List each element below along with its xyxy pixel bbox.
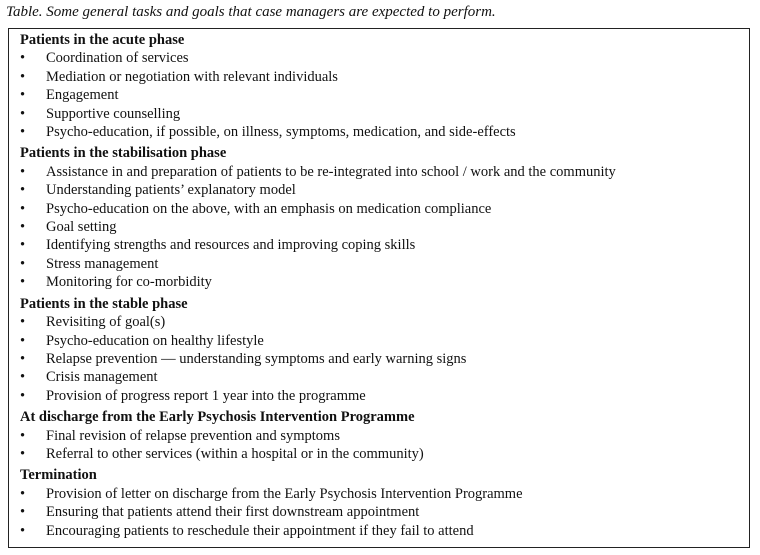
section-item-list — [20, 49, 743, 141]
list-item — [20, 218, 743, 236]
list-item — [20, 522, 743, 540]
bullet-icon: • — [20, 332, 26, 349]
list-item — [20, 49, 743, 67]
bullet-icon: • — [20, 387, 26, 404]
list-item-text: Referral to other services (within a hospital or in the community) — [46, 445, 424, 462]
list-item — [20, 86, 743, 104]
section-heading: Patients in the acute phase — [20, 32, 185, 48]
list-item — [20, 181, 743, 199]
list-item-text: Psycho-education on the above, with an emphasis on medication compliance — [46, 200, 492, 217]
section-item-list — [20, 485, 743, 540]
list-item — [20, 68, 743, 86]
table-content — [20, 31, 743, 540]
list-item — [20, 445, 743, 463]
bullet-icon: • — [20, 427, 26, 444]
bullet-icon: • — [20, 255, 26, 272]
section-item-list — [20, 163, 743, 292]
list-item — [20, 273, 743, 291]
list-item — [20, 313, 743, 331]
table-section — [20, 295, 743, 405]
bullet-icon: • — [20, 350, 26, 367]
bullet-icon: • — [20, 485, 26, 502]
list-item-text: Psycho-education on healthy lifestyle — [46, 332, 264, 349]
list-item-text: Monitoring for co-morbidity — [46, 274, 212, 291]
section-heading: Termination — [20, 467, 97, 484]
list-item — [20, 332, 743, 350]
section-heading: At discharge from the Early Psychosis Intervention Programme — [20, 409, 415, 426]
list-item — [20, 350, 743, 368]
bullet-icon: • — [20, 274, 26, 291]
bullet-icon: • — [20, 314, 26, 331]
list-item-text: Provision of letter on discharge from the Early Psychosis Intervention Programme — [46, 485, 523, 502]
list-item-text: Identifying strengths and resources and improving coping skills — [46, 237, 416, 254]
bullet-icon: • — [20, 182, 26, 199]
list-item — [20, 503, 743, 521]
list-item-text: Revisiting of goal(s) — [46, 314, 166, 331]
list-item-text: Ensuring that patients attend their first downstream appointment — [46, 504, 420, 521]
list-item — [20, 236, 743, 254]
table-section — [20, 408, 743, 463]
list-item-text: Crisis management — [46, 369, 158, 386]
bullet-icon: • — [20, 219, 26, 236]
list-item-text: Final revision of relapse prevention and symptoms — [46, 427, 340, 444]
bullet-icon: • — [20, 87, 26, 104]
list-item-text: Coordination of services — [46, 50, 189, 67]
bullet-icon: • — [20, 124, 26, 141]
list-item — [20, 427, 743, 445]
list-item-text: Mediation or negotiation with relevant individuals — [46, 68, 338, 85]
list-item-text: Encouraging patients to reschedule their appointment if they fail to attend — [46, 522, 474, 539]
list-item-text: Goal setting — [46, 219, 117, 236]
list-item-text: Provision of progress report 1 year into the programme — [46, 387, 366, 404]
list-item — [20, 485, 743, 503]
bullet-icon: • — [20, 163, 26, 180]
bullet-icon: • — [20, 369, 26, 386]
list-item-text: Relapse prevention — understanding symptoms and early warning signs — [46, 350, 467, 367]
tasks-table — [8, 28, 750, 548]
list-item-text: Assistance in and preparation of patients to be re-integrated into school / work and the community — [46, 163, 616, 180]
list-item-text: Understanding patients’ explanatory model — [46, 182, 296, 199]
list-item-text: Psycho-education, if possible, on illness, symptoms, medication, and side-effects — [46, 124, 516, 141]
list-item — [20, 163, 743, 181]
bullet-icon: • — [20, 50, 26, 67]
bullet-icon: • — [20, 200, 26, 217]
list-item — [20, 387, 743, 405]
section-heading: Patients in the stable phase — [20, 295, 188, 312]
list-item — [20, 105, 743, 123]
table-section — [20, 466, 743, 540]
section-item-list — [20, 427, 743, 464]
list-item — [20, 255, 743, 273]
list-item-text: Engagement — [46, 87, 119, 104]
list-item — [20, 368, 743, 386]
bullet-icon: • — [20, 105, 26, 122]
bullet-icon: • — [20, 68, 26, 85]
section-heading: Patients in the stabilisation phase — [20, 145, 227, 162]
bullet-icon: • — [20, 522, 26, 539]
list-item-text: Supportive counselling — [46, 105, 181, 122]
list-item — [20, 123, 743, 141]
table-section — [20, 31, 743, 141]
bullet-icon: • — [20, 504, 26, 521]
list-item-text: Stress management — [46, 255, 159, 272]
bullet-icon: • — [20, 445, 26, 462]
table-caption: Table. Some general tasks and goals that case managers are expected to perform. — [6, 4, 496, 20]
bullet-icon: • — [20, 237, 26, 254]
table-section — [20, 144, 743, 291]
section-item-list — [20, 313, 743, 405]
list-item — [20, 200, 743, 218]
